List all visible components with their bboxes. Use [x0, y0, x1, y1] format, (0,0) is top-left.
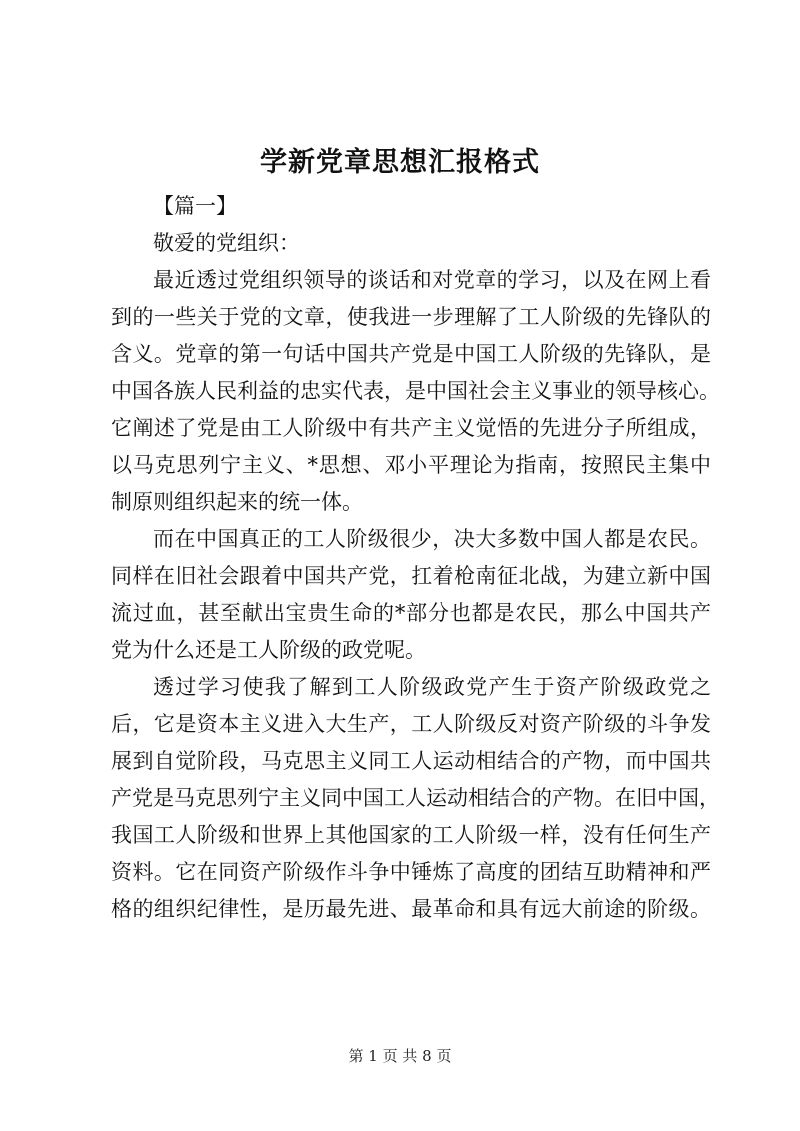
salutation: 敬爱的党组织： — [153, 231, 300, 255]
paragraph-line: 格的组织纪律性，是历最先进、最革命和具有远大前途的阶级。 — [111, 897, 711, 921]
paragraph-line: 产党是马克思列宁主义同中国工人运动相结合的产物。在旧中国， — [111, 786, 720, 810]
paragraph-line: 含义。党章的第一句话中国共产党是中国工人阶级的先锋队，是 — [111, 342, 711, 366]
paragraph-line: 最近透过党组织领导的谈话和对党章的学习，以及在网上看 — [153, 268, 711, 292]
paragraph-1 — [111, 262, 720, 521]
paragraph-line: 透过学习使我了解到工人阶级政党产生于资产阶级政党之 — [153, 675, 711, 699]
paragraph-line: 而在中国真正的工人阶级很少，决大多数中国人都是农民。 — [153, 527, 711, 551]
paragraph-line: 党为什么还是工人阶级的政党呢。 — [111, 638, 426, 662]
paragraph-line: 后，它是资本主义进入大生产，工人阶级反对资产阶级的斗争发 — [111, 712, 711, 736]
page-indicator: 第 1 页 共 8 页 — [348, 1047, 452, 1065]
section-label: 【篇一】 — [153, 194, 237, 218]
paragraph-line: 中国各族人民利益的忠实代表，是中国社会主义事业的领导核心。 — [111, 379, 720, 403]
document-title: 学新党章思想汇报格式 — [260, 147, 540, 178]
paragraph-3 — [111, 669, 720, 928]
document-body — [111, 188, 720, 928]
paragraph-line: 以马克思列宁主义、*思想、邓小平理论为指南，按照民主集中 — [111, 453, 711, 477]
paragraph-line: 到的一些关于党的文章，使我进一步理解了工人阶级的先锋队的 — [111, 305, 711, 329]
paragraph-line: 展到自觉阶段，马克思主义同工人运动相结合的产物，而中国共 — [111, 749, 711, 773]
paragraph-2 — [111, 521, 711, 669]
paragraph-line: 资料。它在同资产阶级作斗争中锤炼了高度的团结互助精神和严 — [111, 860, 711, 884]
paragraph-line: 它阐述了党是由工人阶级中有共产主义觉悟的先进分子所组成， — [111, 416, 711, 440]
paragraph-line: 流过血，甚至献出宝贵生命的*部分也都是农民，那么中国共产 — [111, 601, 711, 625]
paragraph-line: 制原则组织起来的统一体。 — [111, 490, 363, 514]
paragraph-line: 我国工人阶级和世界上其他国家的工人阶级一样，没有任何生产 — [111, 823, 711, 847]
paragraph-line: 同样在旧社会跟着中国共产党，扛着枪南征北战，为建立新中国 — [111, 564, 711, 588]
